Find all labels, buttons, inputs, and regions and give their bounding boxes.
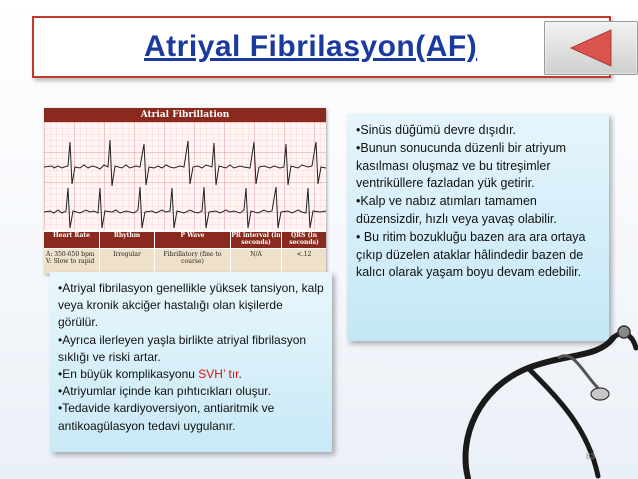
back-button[interactable]	[544, 21, 638, 75]
bullet-text-part: .	[238, 367, 242, 382]
right-text-box	[347, 114, 609, 341]
ecg-col-header: PR interval (in seconds)	[231, 232, 281, 246]
ecg-header: Atrial Fibrillation	[44, 108, 326, 122]
page-number: 83	[586, 452, 595, 461]
ecg-col-header: QRS (in seconds)	[282, 232, 326, 248]
ecg-cell: Irregular	[100, 249, 154, 274]
bullet-text: •Atriyumlar içinde kan pıhtıcıkları oluşur.	[58, 384, 271, 399]
ecg-table	[44, 232, 326, 274]
bullet-text	[58, 366, 326, 383]
bullet-text: •Atriyal fibrilasyon genellikle yüksek tansiyon, kalp veya kronik akciğer hastalığı olan kişilerde görülür.	[58, 281, 324, 330]
ecg-col-header: P Wave	[155, 232, 230, 248]
left-text-box	[50, 272, 332, 452]
ecg-col-header: Heart Rate	[44, 232, 99, 248]
slide-title: Atriyal Fibrilasyon(AF)	[144, 30, 478, 63]
ecg-image	[44, 108, 326, 274]
ecg-cell: <.12	[282, 249, 326, 274]
ecg-strip	[44, 122, 326, 230]
ecg-cell: N/A	[231, 249, 281, 274]
highlight-text: SVH’ tır	[198, 367, 239, 382]
ecg-cell: Fibrillatory (fine to course)	[155, 249, 230, 274]
bullet-text: •Tedavide kardiyoversiyon, antiaritmik ve antikoagülasyon tedavi uygulanır.	[58, 401, 275, 433]
ecg-cell: A: 350-650 bpm V: Slow to rapid	[44, 249, 99, 274]
triangle-left-icon	[567, 27, 615, 69]
stethoscope-icon	[438, 318, 638, 479]
bullet-text: • Bu ritim bozukluğu bazen ara ara ortaya çıkıp düzelen ataklar hâlindedir bazen de kalıcı olarak yaşam boyu devam edebilir.	[356, 229, 586, 280]
bullet-text: •Sinüs düğümü devre dışıdır.	[356, 123, 517, 137]
ecg-col-header: Rhythm	[100, 232, 154, 248]
bullet-text-part: •En büyük komplikasyonu	[58, 367, 199, 382]
bullet-text: •Ayrıca ilerleyen yaşla birlikte atriyal fibrilasyon sıklığı ve riski artar.	[58, 332, 307, 364]
bullet-text: •Kalp ve nabız atımları tamamen düzensizdir, hızlı veya yavaş olabilir.	[356, 194, 557, 226]
bullet-text: •Bunun sonucunda düzenli bir atriyum kasılması oluşmaz ve bu titreşimler ventriküllere fazladan yük getirir.	[356, 140, 567, 191]
title-bar	[32, 16, 611, 78]
